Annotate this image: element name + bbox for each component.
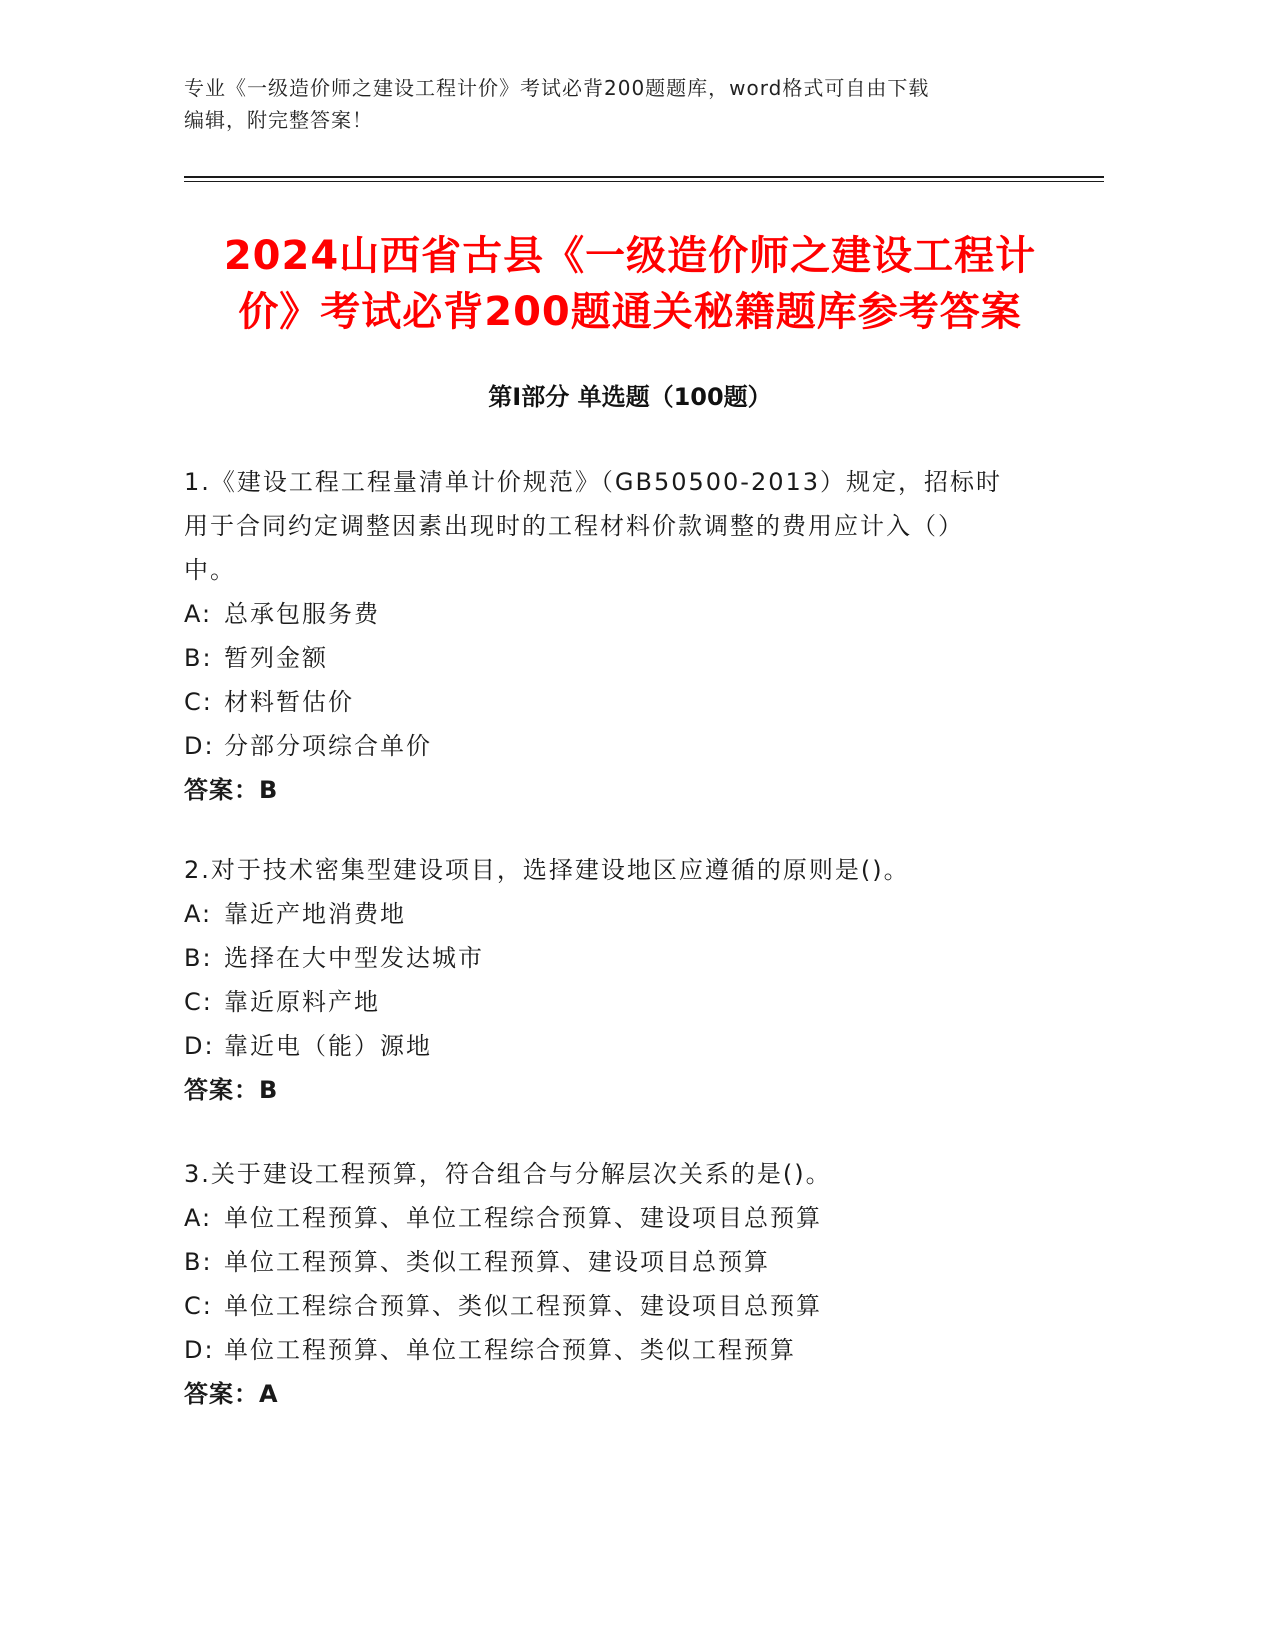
question-3 xyxy=(184,1152,1064,1416)
question-2 xyxy=(184,848,1064,1112)
option-b xyxy=(184,1240,1064,1284)
option-key: B: xyxy=(184,944,213,972)
option-key: A: xyxy=(184,600,213,628)
option-text: 单位工程预算、单位工程综合预算、类似工程预算 xyxy=(224,1336,796,1364)
option-b xyxy=(184,636,1064,680)
option-a xyxy=(184,1196,1064,1240)
header-divider-thin xyxy=(184,181,1104,182)
question-stem xyxy=(184,460,1064,592)
option-text: 单位工程预算、单位工程综合预算、建设项目总预算 xyxy=(224,1204,822,1232)
question-stem-line: 1.《建设工程工程量清单计价规范》（GB50500-2013）规定，招标时 xyxy=(184,468,1003,496)
section-title: 第Ⅰ部分 单选题（100题） xyxy=(488,383,772,411)
option-text: 单位工程综合预算、类似工程预算、建设项目总预算 xyxy=(224,1292,822,1320)
option-c xyxy=(184,1284,1064,1328)
option-c xyxy=(184,980,1064,1024)
option-text: 材料暂估价 xyxy=(224,688,354,716)
header-divider-thick xyxy=(184,176,1104,178)
question-stem-line: 3.关于建设工程预算，符合组合与分解层次关系的是()。 xyxy=(184,1160,832,1188)
question-stem xyxy=(184,1152,1064,1196)
option-d xyxy=(184,1328,1064,1372)
option-a xyxy=(184,892,1064,936)
header-note-line-1: 专业《一级造价师之建设工程计价》考试必背200题题库，word格式可自由下载 xyxy=(184,76,930,100)
option-text: 靠近产地消费地 xyxy=(224,900,406,928)
option-key: B: xyxy=(184,1248,213,1276)
option-text: 选择在大中型发达城市 xyxy=(224,944,484,972)
answer: 答案：B xyxy=(184,1076,279,1104)
option-key: C: xyxy=(184,688,213,716)
question-stem xyxy=(184,848,1064,892)
option-text: 总承包服务费 xyxy=(224,600,380,628)
option-text: 靠近原料产地 xyxy=(224,988,380,1016)
option-c xyxy=(184,680,1064,724)
header-note xyxy=(184,72,1064,136)
option-d xyxy=(184,724,1064,768)
option-key: A: xyxy=(184,900,213,928)
document-title-line-2: 价》考试必背200题通关秘籍题库参考答案 xyxy=(238,289,1022,335)
option-key: D: xyxy=(184,1336,215,1364)
question-1 xyxy=(184,460,1064,812)
option-key: B: xyxy=(184,644,213,672)
option-text: 暂列金额 xyxy=(224,644,328,672)
option-key: D: xyxy=(184,1032,215,1060)
option-a xyxy=(184,592,1064,636)
option-b xyxy=(184,936,1064,980)
option-key: D: xyxy=(184,732,215,760)
header-note-line-2: 编辑，附完整答案！ xyxy=(184,108,373,132)
option-text: 靠近电（能）源地 xyxy=(224,1032,432,1060)
document-title xyxy=(150,228,1110,340)
document-title-line-1: 2024山西省古县《一级造价师之建设工程计 xyxy=(223,233,1037,279)
option-key: C: xyxy=(184,988,213,1016)
question-stem-line: 用于合同约定调整因素出现时的工程材料价款调整的费用应计入（） xyxy=(184,512,964,540)
option-text: 单位工程预算、类似工程预算、建设项目总预算 xyxy=(224,1248,770,1276)
answer: 答案：A xyxy=(184,1380,279,1408)
option-text: 分部分项综合单价 xyxy=(224,732,432,760)
question-stem-line: 2.对于技术密集型建设项目，选择建设地区应遵循的原则是()。 xyxy=(184,856,910,884)
question-stem-line: 中。 xyxy=(184,556,236,584)
option-key: A: xyxy=(184,1204,213,1232)
option-key: C: xyxy=(184,1292,213,1320)
answer: 答案：B xyxy=(184,776,279,804)
option-d xyxy=(184,1024,1064,1068)
